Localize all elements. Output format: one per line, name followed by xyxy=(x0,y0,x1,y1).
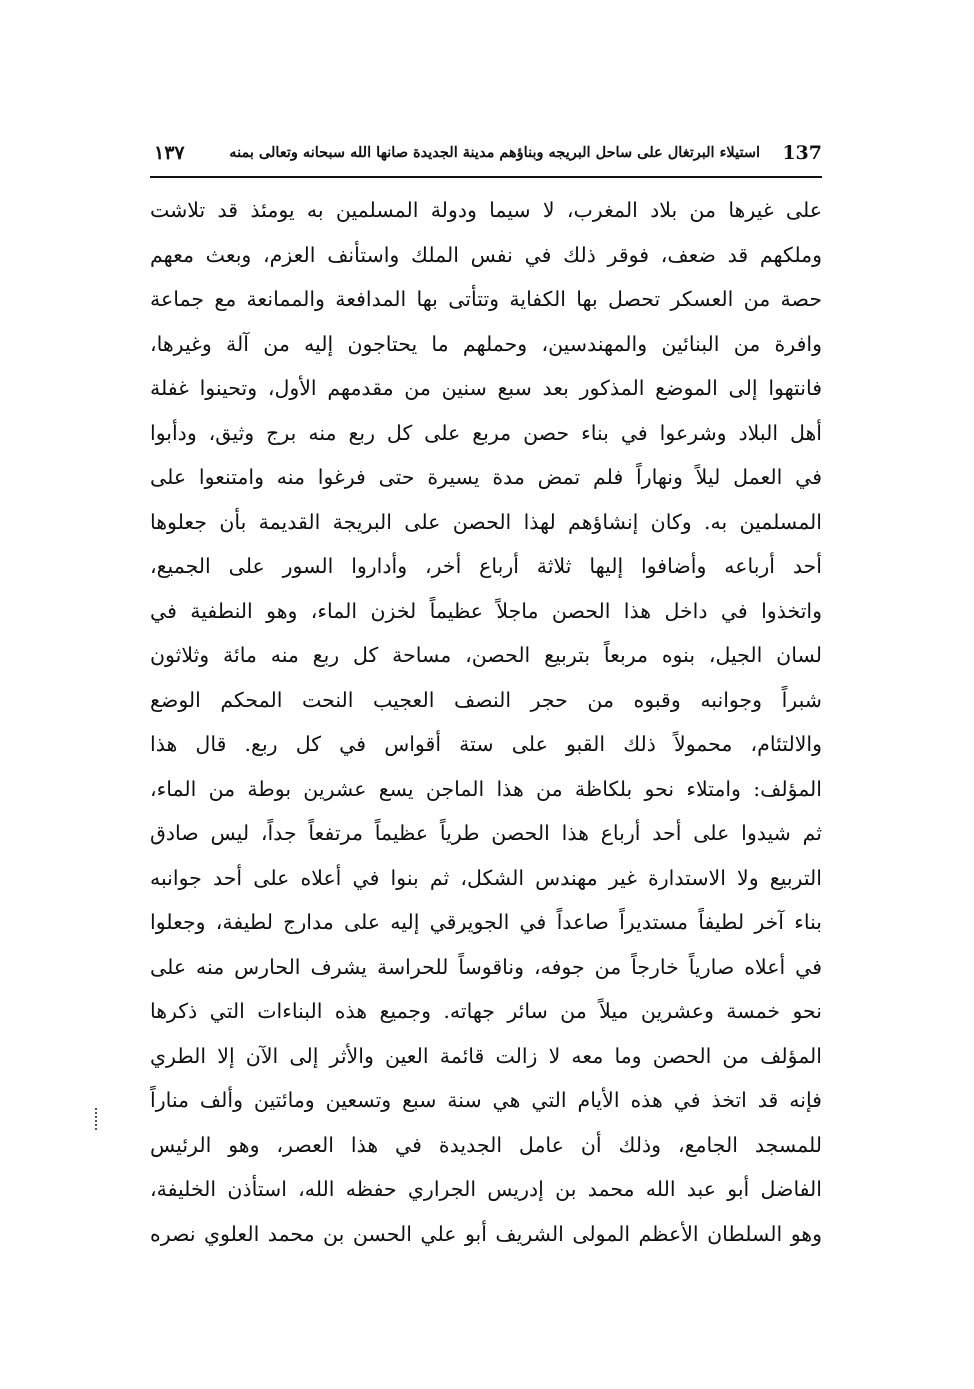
body-text xyxy=(150,188,822,1256)
text-line: بناء آخر لطيفاً مستديراً صاعداً في الجويرقي إليه على مدارج لطيفة، وجعلوا xyxy=(150,910,822,934)
text-line: لسان الجيل، بنوه مربعاً بتربيع الحصن، مساحة كل ربع منه مائة وثلاثون xyxy=(150,643,822,667)
margin-mark xyxy=(95,1108,101,1130)
text-line: للمسجد الجامع، وذلك أن عامل الجديدة في هذا العصر، وهو الرئيس xyxy=(150,1132,822,1157)
text-line: وافرة من البنائين والمهندسين، وحملهم ما يحتاجون إليه من آلة وغيرها، xyxy=(150,331,822,356)
text-line: المؤلف: وامتلاء نحو بلكاظة من هذا الماجن يسع عشرين بوطة من الماء، xyxy=(150,776,822,801)
text-line: حصة من العسكر تحصل بها الكفاية وتتأتى بها المدافعة والممانعة مع جماعة xyxy=(150,287,822,311)
text-line: أحد أرباعه وأضافوا إليها ثلاثة أرباع أخر، وأداروا السور على الجميع، xyxy=(150,554,822,578)
text-line: فانتهوا إلى الموضع المذكور بعد سبع سنين من مقدمهم الأول، وتحينوا غفلة xyxy=(150,376,822,400)
text-line: واتخذوا في داخل هذا الحصن ماجلاً عظيماً لخزن الماء، وهو النطفية في xyxy=(150,598,822,623)
text-line: نحو خمسة وعشرين ميلاً من سائر جهاته. وجميع هذه البناءات التي ذكرها xyxy=(150,999,822,1023)
text-line: الفاضل أبو عبد الله محمد بن إدريس الجراري حفظه الله، استأذن الخليفة، xyxy=(150,1177,822,1201)
running-header xyxy=(150,140,822,178)
text-line: المسلمين به. وكان إنشاؤهم لهذا الحصن على البريجة القديمة بأن جعلوها xyxy=(150,509,822,534)
text-line: فإنه قد اتخذ في هذه الأيام التي هي سنة سبع وتسعين ومائتين وألف مناراً xyxy=(150,1088,822,1112)
text-line: وهو السلطان الأعظم المولى الشريف أبو علي الحسن بن محمد العلوي نصره xyxy=(150,1221,822,1246)
text-line: في أعلاه صارياً خارجاً من جوفه، وناقوساً للحراسة يشرف الحارس منه على xyxy=(150,954,822,979)
text-line: ثم شيدوا على أحد أرباع هذا الحصن طرياً عظيماً مرتفعاً جداً، ليس صادق xyxy=(150,821,822,845)
page-number-latin: 137 xyxy=(782,142,822,164)
text-line: التربيع ولا الاستدارة غير مهندس الشكل، ثم بنوا في أعلاه على أحد جوانبه xyxy=(150,865,822,890)
text-line: على غيرها من بلاد المغرب، لا سيما ودولة المسلمين به يومئذ قد تلاشت xyxy=(150,198,822,222)
text-line: المؤلف من الحصن وما معه لا زالت قائمة العين والأثر إلى الآن إلا الطري xyxy=(150,1043,822,1068)
page-number-arabic: ١٣٧ xyxy=(154,142,185,164)
text-line: أهل البلاد وشرعوا في بناء حصن مربع على كل ربع منه برج وثيق، ودأبوا xyxy=(150,420,822,445)
text-line: في العمل ليلاً ونهاراً فلم تمض مدة يسيرة حتى فرغوا منه وامتنعوا على xyxy=(150,465,822,489)
text-line: والالتئام، محمولاً ذلك القبو على ستة أقواس في كل ربع. قال هذا xyxy=(150,732,822,756)
running-title: استيلاء البرتغال على ساحل البريجه وبناؤهم مدينة الجديدة صانها الله سبحانه وتعالى بمنه xyxy=(229,144,760,161)
text-line: شبراً وجوانبه وقبوه من حجر النصف العجيب النحت المحكم الوضع xyxy=(150,687,822,712)
text-line: وملكهم قد ضعف، فوقر ذلك في نفس الملك واستأنف العزم، وبعث معهم xyxy=(150,242,822,267)
